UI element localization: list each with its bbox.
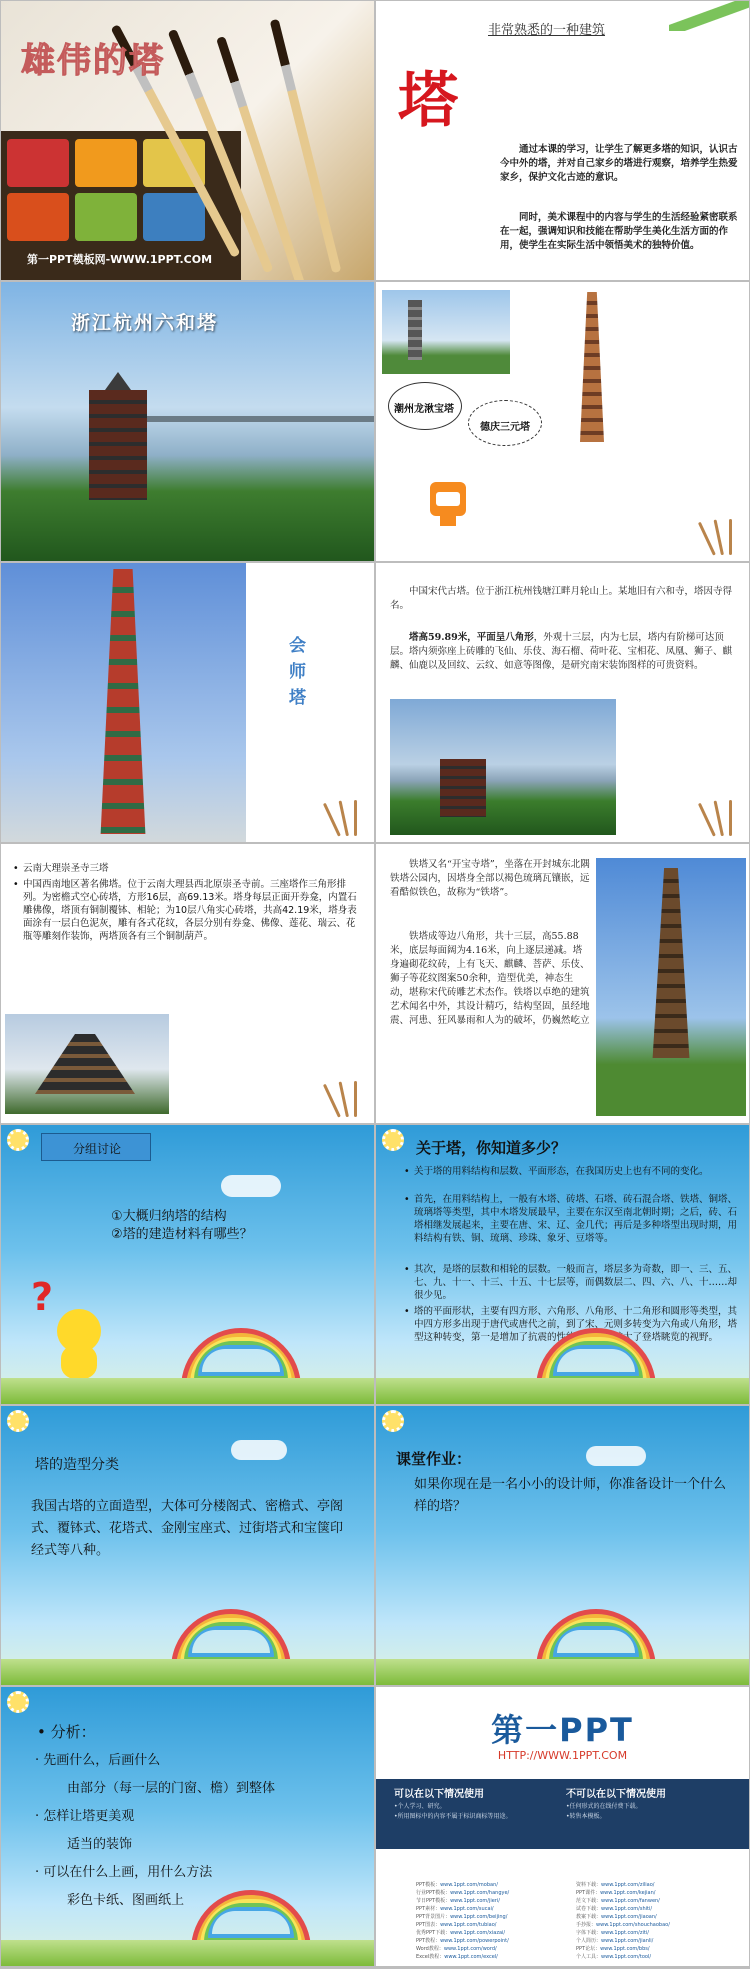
slide-13-title-text: 分析： xyxy=(50,1723,96,1741)
photo-sanyuan-pagoda xyxy=(562,292,622,442)
usage-allowed-item-2: •所用图标中的内容不属于标识商标等用途。 xyxy=(394,1813,512,1820)
link-row[interactable]: 资料下载：www.1ppt.com/ziliao/ xyxy=(576,1882,655,1888)
cloud-icon xyxy=(586,1446,646,1466)
link-row[interactable]: PPT图表：www.1ppt.com/tubiao/ xyxy=(416,1922,497,1928)
brushes-icon xyxy=(707,515,743,555)
pagoda-picture xyxy=(83,372,153,502)
slide-6-liuhe-details[interactable] xyxy=(376,563,749,842)
slide-11-title: 塔的造型分类 xyxy=(35,1457,119,1473)
slide-7-bullet-2: • 中国西南地区著名佛塔。位于云南大理县西北原崇圣寺前。三座塔作三角形排列。为密檐式空心砖塔，方形16层，高69.13米。塔身每层正面开券龛，内置石雕佛像，塔顶有铜制覆钵、相轮；为10层八角实心砖塔，共高42.19米，塔身表面涂有一层白色泥灰，雕有各式花纹，各层分别有券龛、佛像、莲花、瑞云、花瓶等雕刻作装饰，两塔顶各有三个铜制葫芦。 xyxy=(13,878,358,943)
slide-3-liuhe-pagoda[interactable] xyxy=(1,282,374,561)
link-row[interactable]: PPT课件：www.1ppt.com/kejian/ xyxy=(576,1890,656,1896)
slide-9-group-discussion[interactable] xyxy=(1,1125,374,1404)
slide-8-para2: 铁塔成等边八角形，共十三层，高55.88米，底层每面阔为4.16米，向上逐层递减。塔身遍砌花纹砖，上有飞天、麒麟、菩萨、乐伎、狮子等花纹图案50余种，造型优美，神态生动，堪称宋代砖雕艺术杰作。铁塔以卓绝的建筑艺术闻名中外，其设计精巧，结构坚固，虽经地震、河患、狂风暴雨和人为的破坏，仍巍然屹立 xyxy=(390,931,590,1026)
slide-8-iron-pagoda[interactable] xyxy=(376,844,749,1123)
question-2: ②塔的建造材料有哪些？ xyxy=(111,1227,253,1242)
link-row[interactable]: 手抄报：www.1ppt.com/shouchaobao/ xyxy=(576,1922,670,1928)
link-row[interactable]: 字体下载：www.1ppt.com/ziti/ xyxy=(576,1930,649,1936)
brushes-icon xyxy=(332,796,368,836)
question-mark-chick-icon: ? xyxy=(31,1275,111,1385)
slide-10-bullet-4: • 塔的平面形状，主要有四方形、六角形、八角形、十二角形和圆形等类型，其中四方形多出现于唐代或唐代之前，到了宋、元则多转变为六角或八角形，塔型这种转变，第一是增加了抗震的性能；第二是扩大了登塔眺览的视野。 xyxy=(404,1305,739,1344)
brushes-icon xyxy=(707,796,743,836)
link-row[interactable]: Excel教程：www.1ppt.com/excel/ xyxy=(416,1954,498,1960)
link-row[interactable]: 节日PPT模板：www.1ppt.com/jieri/ xyxy=(416,1898,500,1904)
river-bridge xyxy=(131,416,374,422)
slide-13-line-6: 彩色卡纸、图画纸上 xyxy=(67,1893,185,1908)
photo-huishi-pagoda xyxy=(1,563,246,842)
sun-icon xyxy=(7,1691,29,1713)
link-row[interactable]: PPT模板：www.1ppt.com/moban/ xyxy=(416,1882,498,1888)
usage-allowed-head: 可以在以下情况使用 xyxy=(394,1789,484,1800)
link-row[interactable]: 优秀PPT下载：www.1ppt.com/xiazai/ xyxy=(416,1930,506,1936)
slide-13-line-4: 适当的装饰 xyxy=(67,1837,133,1852)
link-list-right xyxy=(576,1881,726,1961)
link-row[interactable]: PPT论坛：www.1ppt.com/bbs/ xyxy=(576,1946,650,1952)
slide-4-pagodas[interactable] xyxy=(376,282,749,561)
link-list-left xyxy=(416,1881,566,1961)
link-row[interactable]: PPT教程：www.1ppt.com/powerpoint/ xyxy=(416,1938,509,1944)
photo-longqiu-pagoda xyxy=(382,290,510,374)
slide-1-title-text: 雄伟的塔 xyxy=(21,41,165,81)
photo-iron-pagoda xyxy=(596,858,746,1116)
sun-icon xyxy=(382,1410,404,1432)
slide-10-bullet-2: • 首先，在用料结构上，一般有木塔、砖塔、石塔、砖石混合塔、铁塔、铜塔、琉璃塔等类型，其中木塔发展最早，主要在东汉至南北朝时期；之后，砖、石塔相继发展起来，主要在唐、宋、辽、金几代；再后是多种塔型出现时期，用料结构有铁、铜、琉璃、珍珠、象牙、豆塔等。 xyxy=(404,1193,739,1245)
slide-7-chongsheng-pagodas[interactable] xyxy=(1,844,374,1123)
slide-12-body: 如果你现在是一名小小的设计师，你准备设计一个什么样的塔？ xyxy=(414,1477,727,1514)
slide-2-subtitle: 非常熟悉的一种建筑 xyxy=(488,23,606,38)
slide-11-shape-types[interactable] xyxy=(1,1406,374,1685)
slide-2-para2: 同时，美术课程中的内容与学生的生活经验紧密联系在一起，强调知识和技能在帮助学生美化生活方面的作用，使学生在实际生活中领悟美术的独特价值。 xyxy=(500,212,738,251)
grass-strip xyxy=(376,1659,749,1685)
slide-10-bullet-3: • 其次，是塔的层数和相轮的层数。一般而言，塔层多为奇数，即一、三、五、七、九、十一、十三、十五、十七层等，而偶数层二、四、六、八、十……却很少见。 xyxy=(404,1263,739,1302)
slide-14-ppt-credits[interactable] xyxy=(376,1687,749,1966)
slide-5-huishi-pagoda[interactable] xyxy=(1,563,374,842)
slide-8-para1: 铁塔又名“开宝寺塔”，坐落在开封城东北隅铁塔公园内，因塔身全部以褐色琉璃瓦镶嵌，远看酷似铁色，故称为“铁塔”。 xyxy=(390,859,590,898)
slide-6-para2-bold: 塔高59.89米，平面呈八角形 xyxy=(409,632,534,643)
bubble-1-text: 潮州龙湫宝塔 xyxy=(394,404,454,415)
corner-arrow-icon xyxy=(669,1,749,31)
slide-6-para2 xyxy=(390,631,736,673)
orange-robot-mascot-icon xyxy=(426,474,470,526)
grass-strip xyxy=(1,1940,374,1966)
link-row[interactable]: 个人工具：www.1ppt.com/tool/ xyxy=(576,1954,652,1960)
slide-10-title: 关于塔，你知道多少？ xyxy=(416,1139,567,1157)
link-row[interactable]: Word教程：www.1ppt.com/word/ xyxy=(416,1946,497,1952)
photo-liuhe-pagoda xyxy=(390,699,616,835)
link-row[interactable]: 教案下载：www.1ppt.com/jiaoan/ xyxy=(576,1914,657,1920)
slide-13-title: • 分析： xyxy=(37,1723,96,1741)
slide-10-bullet-1: • 关于塔的用料结构和层数、平面形态，在我国历史上也有不同的变化。 xyxy=(404,1165,739,1178)
grass-strip xyxy=(376,1378,749,1404)
usage-forbidden-item-1: •任何形式的在线付费下载。 xyxy=(566,1803,642,1810)
slide-6-para1: 中国宋代古塔。位于浙江杭州钱塘江畔月轮山上。某地旧有六和寺，塔因寺得名。 xyxy=(390,586,733,611)
link-row[interactable]: 行业PPT模板：www.1ppt.com/hangye/ xyxy=(416,1890,510,1896)
slide-6-para2-rest: ，外观十三层，内为七层，塔内有阶梯可达顶层。塔内须弥座上砖雕的飞仙、乐伎、海石榴、荷叶花、宝相花、凤凰、狮子、麒麟、仙鹿以及回纹、云纹、如意等图像，是研究南宋装饰图样的可贵资料。 xyxy=(390,632,733,671)
slide-13-line-1: · 先画什么，后画什么 xyxy=(35,1753,161,1768)
slide-13-analysis[interactable] xyxy=(1,1687,374,1966)
slide-1-footer: 第一PPT模板网-WWW.1PPT.COM xyxy=(27,253,213,266)
slide-2-para1: 通过本课的学习，让学生了解更多塔的知识，认识古今中外的塔，并对自己家乡的塔进行观察，培养学生热爱家乡，保护文化古迹的意识。 xyxy=(500,144,738,183)
usage-forbidden-item-2: •转售本模板。 xyxy=(566,1813,606,1820)
link-row[interactable]: 试卷下载：www.1ppt.com/shiti/ xyxy=(576,1906,653,1912)
cloud-icon xyxy=(221,1175,281,1197)
link-row[interactable]: PPT素材：www.1ppt.com/sucai/ xyxy=(416,1906,494,1912)
slide-1-title[interactable] xyxy=(1,1,374,280)
usage-forbidden-head: 不可以在以下情况使用 xyxy=(566,1789,666,1800)
sun-icon xyxy=(7,1129,29,1151)
brushes-icon xyxy=(332,1077,368,1117)
link-row[interactable]: 范文下载：www.1ppt.com/fanwen/ xyxy=(576,1898,660,1904)
grass-strip xyxy=(1,1659,374,1685)
link-row[interactable]: 个人简历：www.1ppt.com/jianli/ xyxy=(576,1938,654,1944)
slide-12-homework[interactable] xyxy=(376,1406,749,1685)
photo-chongsheng-pagoda xyxy=(5,1014,169,1114)
slide-13-line-3: · 怎样让塔更美观 xyxy=(35,1809,135,1824)
slide-2-intro[interactable] xyxy=(376,1,749,280)
logo-url: HTTP://WWW.1PPT.COM xyxy=(497,1749,628,1762)
bubble-2-text: 德庆三元塔 xyxy=(480,422,530,433)
usage-allowed-item-1: •个人学习、研究。 xyxy=(394,1803,446,1810)
slide-11-body: 我国古塔的立面造型，大体可分楼阁式、密檐式、亭阁式、覆钵式、花塔式、金刚宝座式、过街塔式和宝箧印经式等八种。 xyxy=(31,1499,344,1558)
slide-2-big-char: 塔 xyxy=(398,66,458,136)
slide-3-title: 浙江杭州六和塔 xyxy=(71,312,219,334)
question-1: ①大概归纳塔的结构 xyxy=(111,1209,227,1224)
slide-13-line-5: · 可以在什么上画，用什么方法 xyxy=(35,1865,213,1880)
slide-12-title: 课堂作业： xyxy=(396,1450,472,1468)
grass-strip xyxy=(1,1378,374,1404)
sun-icon xyxy=(7,1410,29,1432)
slide-10-about-pagodas[interactable] xyxy=(376,1125,749,1404)
slide-5-title: 会师塔 xyxy=(289,636,306,708)
link-row[interactable]: PPT背景图片：www.1ppt.com/beijing/ xyxy=(416,1914,508,1920)
sun-icon xyxy=(382,1129,404,1151)
slide-13-line-2: 由部分（每一层的门窗、檐）到整体 xyxy=(67,1781,276,1796)
discussion-box-label: 分组讨论 xyxy=(73,1142,122,1156)
slide-7-bullet-1: • 云南大理崇圣寺三塔 xyxy=(13,862,358,875)
cloud-icon xyxy=(231,1440,287,1460)
logo-1ppt: 第一PPT xyxy=(491,1711,634,1749)
